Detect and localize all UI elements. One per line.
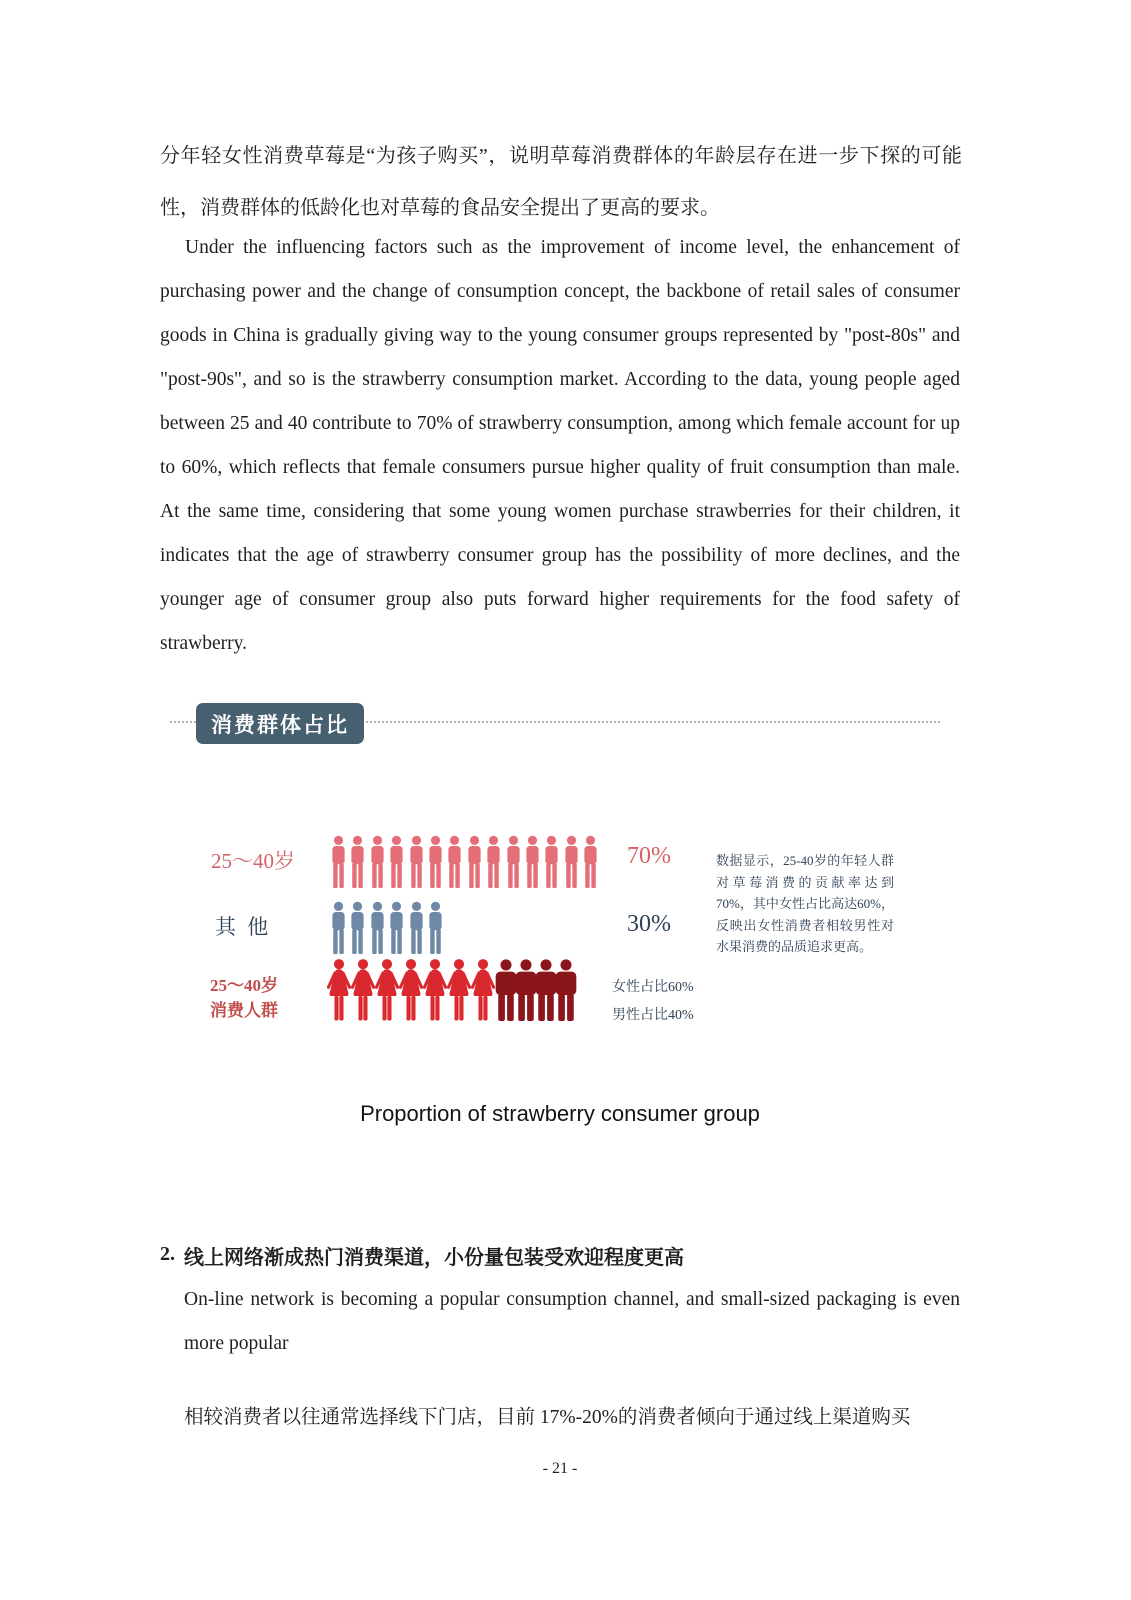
person-icon [563,831,580,894]
row2-icon-strip [330,897,444,960]
male-icon [554,956,578,1025]
person-icon [330,897,347,960]
row3-label-line1: 25～40岁 [210,976,278,995]
person-icon [427,897,444,960]
paragraph-en-main: Under the influencing factors such as the improvement of income level, the enhancement of purchasing power and the change of consumption concept, the backbone of retail sales of consumer goods in China is gradually giving way to the young consumer groups represented by "post-80s" and "post-90s", and so is the strawberry consumption market. According to the data, young people aged between 25 and 40 contribute to 70% of strawberry consumption, among which female account for up to 60%, which reflects that female consumers pursue higher quality of fruit consumption than male. At the same time, considering that some young women purchase strawberries for their children, it indicates that the age of strawberry consumer group has the possibility of more declines, and the younger age of consumer group also puts forward higher requirements for the food safety of strawberry. [160,237,960,654]
paragraph-cn-intro: 分年轻女性消费草莓是“为孩子购买”，说明草莓消费群体的年龄层存在进一步下探的可能性，消费群体的低龄化也对草莓的食品安全提出了更高的要求。 [160,145,962,219]
person-icon [408,897,425,960]
row2-value: 30% [627,911,671,937]
female-icon [375,956,399,1025]
person-icon [408,831,425,894]
person-icon [466,831,483,894]
row3-male-icon-strip [494,956,578,1025]
male-share-label: 男性占比40% [612,1008,694,1023]
person-icon [427,831,444,894]
row3-label [210,973,278,1023]
female-icon [399,956,423,1025]
person-icon [369,897,386,960]
person-icon [388,831,405,894]
page-number: - 21 - [542,1460,578,1477]
row2-label: 其 他 [215,915,272,939]
female-icon [447,956,471,1025]
section2-english-text: On-line network is becoming a popular consumption channel, and small-sized packaging is even more popular [184,1289,960,1354]
person-icon [543,831,560,894]
person-icon [505,831,522,894]
female-icon [351,956,375,1025]
person-icon [349,831,366,894]
row3-label-line2: 消费人群 [210,1001,278,1020]
section2-chinese-text: 相较消费者以往通常选择线下门店，目前 17%-20%的消费者倾向于通过线上渠道购买 [184,1407,911,1428]
chart-annotation: 数据显示，25-40岁的年轻人群对草莓消费的贡献率达到70%，其中女性占比高达60%，反映出女性消费者相较男性对水果消费的品质追求更高。 [716,853,894,954]
row3-female-icon-strip [327,956,495,1025]
female-icon [423,956,447,1025]
chart-caption: Proportion of strawberry consumer group [360,1101,760,1126]
row1-value: 70% [627,843,671,869]
person-icon [388,897,405,960]
person-icon [582,831,599,894]
person-icon [330,831,347,894]
female-share-label: 女性占比60% [612,980,694,995]
person-icon [524,831,541,894]
person-icon [446,831,463,894]
row1-icon-strip [330,831,599,894]
section2-number: 2. [160,1243,175,1265]
section2-heading: 线上网络渐成热门消费渠道，小份量包装受欢迎程度更高 [184,1247,684,1269]
person-icon [369,831,386,894]
female-icon [327,956,351,1025]
person-icon [485,831,502,894]
person-icon [349,897,366,960]
row1-label: 25～40岁 [211,849,295,873]
chart-title-badge: 消费群体占比 [196,703,364,744]
female-icon [471,956,495,1025]
